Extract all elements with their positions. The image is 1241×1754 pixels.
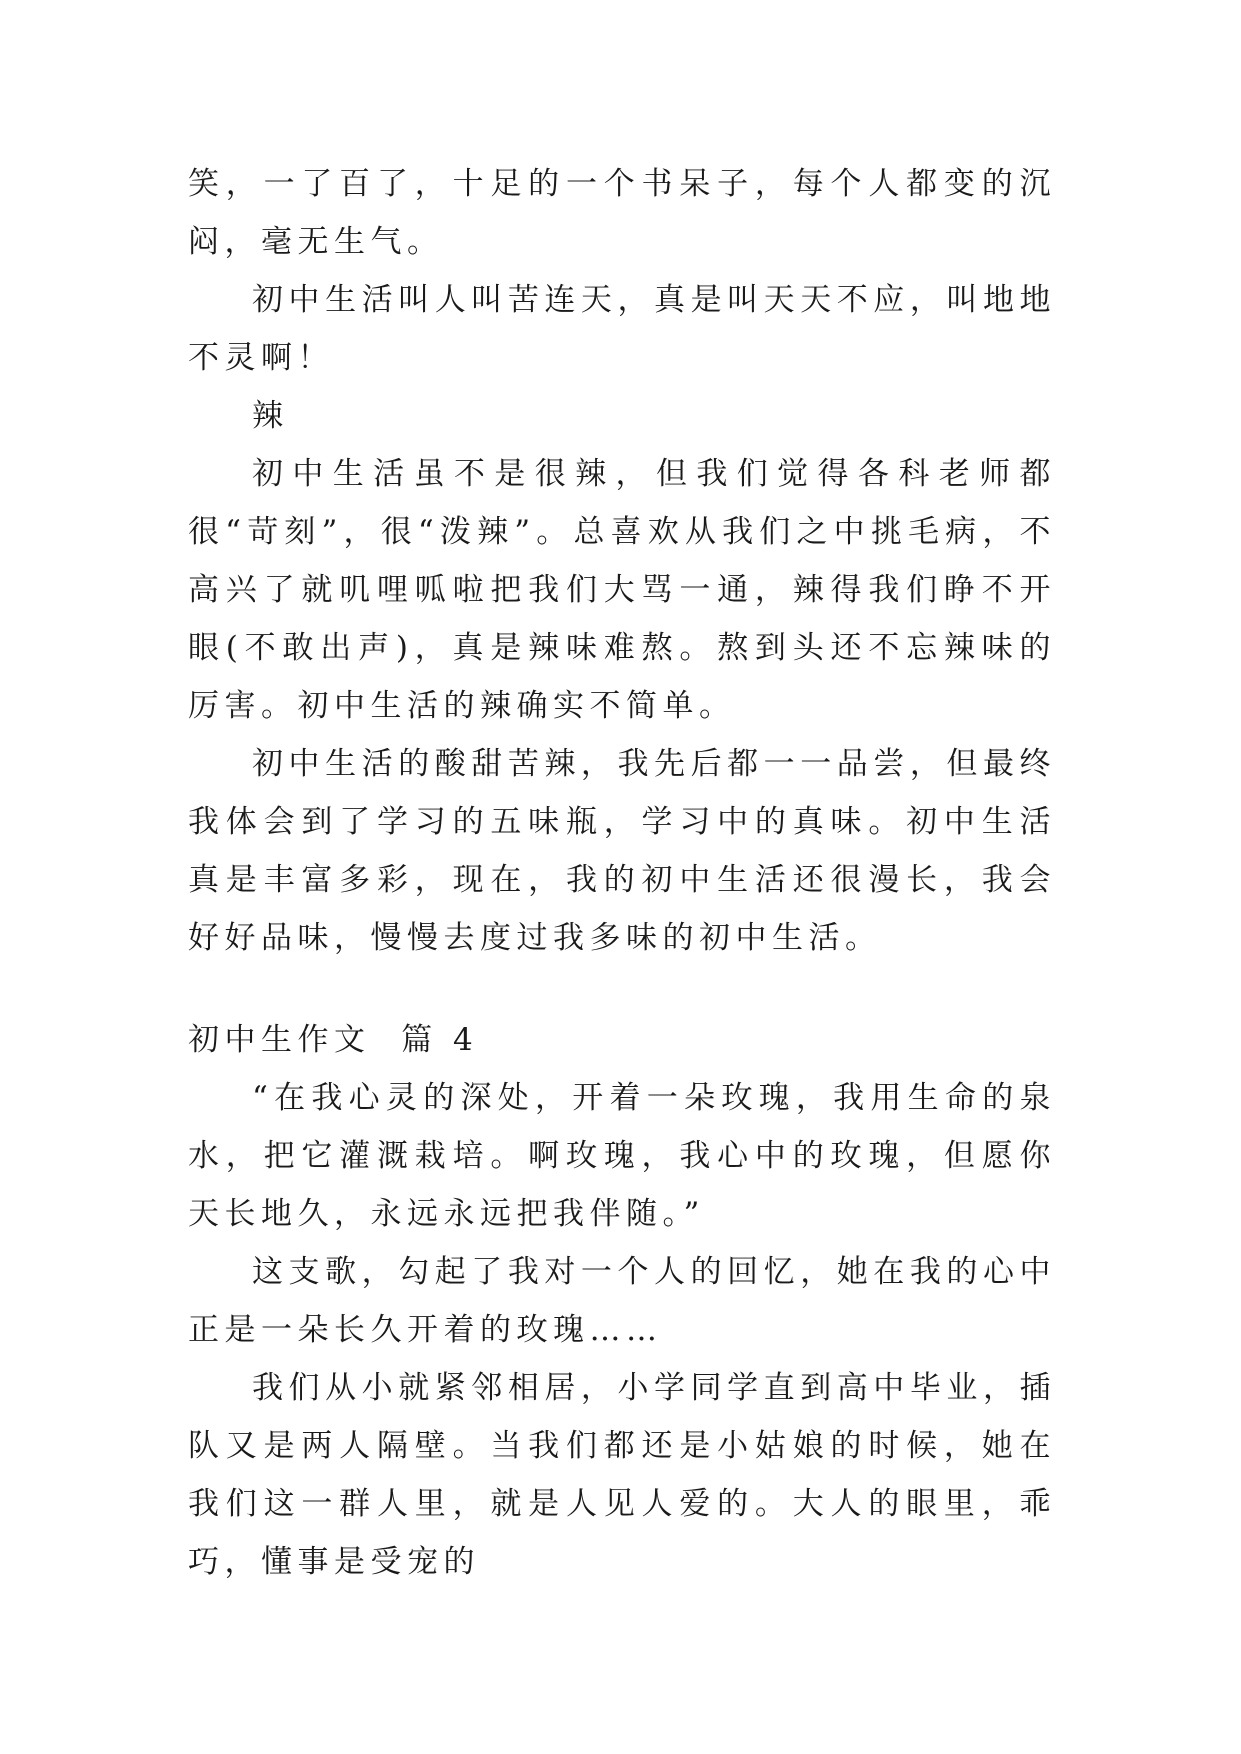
paragraph: 初中生活叫人叫苦连天，真是叫天天不应，叫地地不灵啊！: [188, 282, 1056, 376]
paragraph: “在我心灵的深处，开着一朵玫瑰，我用生命的泉水，把它灌溉栽培。啊玫瑰，我心中的玫瑰，但愿你天长地久，永远永远把我伴随。”: [188, 1080, 1056, 1232]
paragraph: 我们从小就紧邻相居，小学同学直到高中毕业，插队又是两人隔壁。当我们都还是小姑娘的时候，她在我们这一群人里，就是人见人爱的。大人的眼里，乖巧，懂事是受宠的: [188, 1370, 1056, 1580]
paragraph-subheading: 辣: [252, 398, 289, 434]
paragraph: 这支歌，勾起了我对一个人的回忆，她在我的心中正是一朵长久开着的玫瑰……: [188, 1254, 1056, 1348]
document-body: [188, 155, 1056, 1591]
section-heading: 初中生作文 篇 4: [188, 1022, 479, 1058]
paragraph: 笑，一了百了，十足的一个书呆子，每个人都变的沉闷，毫无生气。: [188, 166, 1056, 260]
section-gap: [188, 967, 1056, 1011]
paragraph: 初中生活的酸甜苦辣，我先后都一一品尝，但最终我体会到了学习的五味瓶，学习中的真味。初中生活真是丰富多彩，现在，我的初中生活还很漫长，我会好好品味，慢慢去度过我多味的初中生活。: [188, 746, 1056, 956]
paragraph: 初中生活虽不是很辣，但我们觉得各科老师都很“苛刻”，很“泼辣”。总喜欢从我们之中挑毛病，不高兴了就叽哩呱啦把我们大骂一通，辣得我们睁不开眼(不敢出声)，真是辣味难熬。熬到头还不忘辣味的厉害。初中生活的辣确实不简单。: [188, 456, 1056, 724]
